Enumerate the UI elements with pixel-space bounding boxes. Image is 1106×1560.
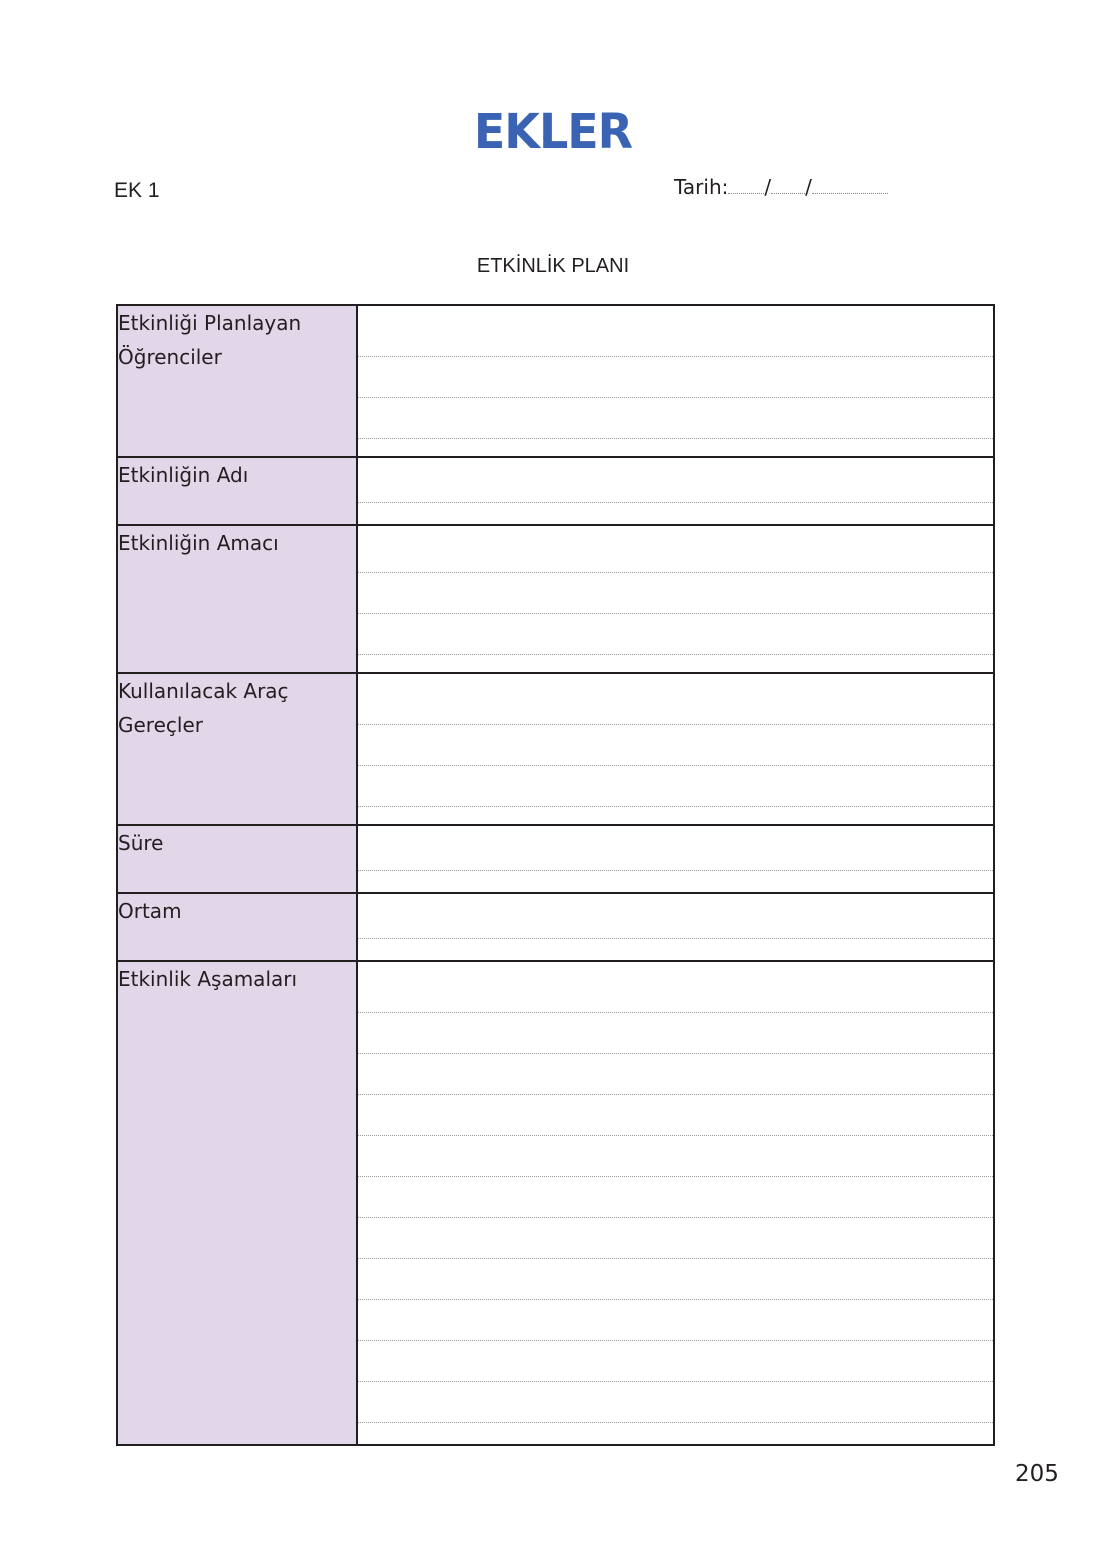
row-label: Etkinlik Aşamaları [117, 961, 357, 1445]
row-label: Etkinliği Planlayan Öğrenciler [117, 305, 357, 457]
writing-line[interactable] [358, 1136, 993, 1177]
row-label: Etkinliğin Amacı [117, 525, 357, 673]
date-month-blank[interactable] [771, 175, 805, 194]
table-row [117, 673, 994, 825]
row-label: Ortam [117, 893, 357, 961]
writing-line[interactable] [358, 830, 993, 871]
writing-line[interactable] [358, 316, 993, 357]
writing-line[interactable] [358, 462, 993, 503]
writing-line[interactable] [358, 684, 993, 725]
date-separator: / [805, 175, 812, 199]
writing-line[interactable] [358, 1259, 993, 1300]
writing-line[interactable] [358, 532, 993, 573]
table-row [117, 457, 994, 525]
writing-line[interactable] [358, 1013, 993, 1054]
answer-area[interactable] [357, 893, 994, 961]
row-label: Süre [117, 825, 357, 893]
activity-plan-table [116, 304, 995, 1446]
appendix-label: EK 1 [114, 179, 160, 202]
table-row [117, 525, 994, 673]
answer-area[interactable] [357, 825, 994, 893]
writing-line[interactable] [358, 1382, 993, 1423]
table-row [117, 825, 994, 893]
writing-line[interactable] [358, 614, 993, 655]
form-title: ETKİNLİK PLANI [476, 255, 630, 277]
answer-area[interactable] [357, 457, 994, 525]
writing-line[interactable] [358, 972, 993, 1013]
answer-area[interactable] [357, 525, 994, 673]
page-title: EKLER [473, 102, 633, 160]
table-row [117, 305, 994, 457]
writing-line[interactable] [358, 725, 993, 766]
writing-line[interactable] [358, 1341, 993, 1382]
writing-line[interactable] [358, 573, 993, 614]
date-label: Tarih: [674, 175, 729, 199]
writing-line[interactable] [358, 357, 993, 398]
row-label: Kullanılacak Araç Gereçler [117, 673, 357, 825]
date-field [674, 175, 888, 199]
writing-line[interactable] [358, 1300, 993, 1341]
answer-area[interactable] [357, 961, 994, 1445]
date-year-blank[interactable] [812, 175, 888, 194]
writing-line[interactable] [358, 898, 993, 939]
writing-line[interactable] [358, 766, 993, 807]
writing-line[interactable] [358, 1095, 993, 1136]
table-row [117, 961, 994, 1445]
table-row [117, 893, 994, 961]
answer-area[interactable] [357, 305, 994, 457]
date-day-blank[interactable] [728, 175, 764, 194]
answer-area[interactable] [357, 673, 994, 825]
writing-line[interactable] [358, 1054, 993, 1095]
writing-line[interactable] [358, 398, 993, 439]
row-label: Etkinliğin Adı [117, 457, 357, 525]
page-number: 205 [1015, 1461, 1059, 1487]
date-separator: / [764, 175, 772, 199]
writing-line[interactable] [358, 1218, 993, 1259]
writing-line[interactable] [358, 1177, 993, 1218]
